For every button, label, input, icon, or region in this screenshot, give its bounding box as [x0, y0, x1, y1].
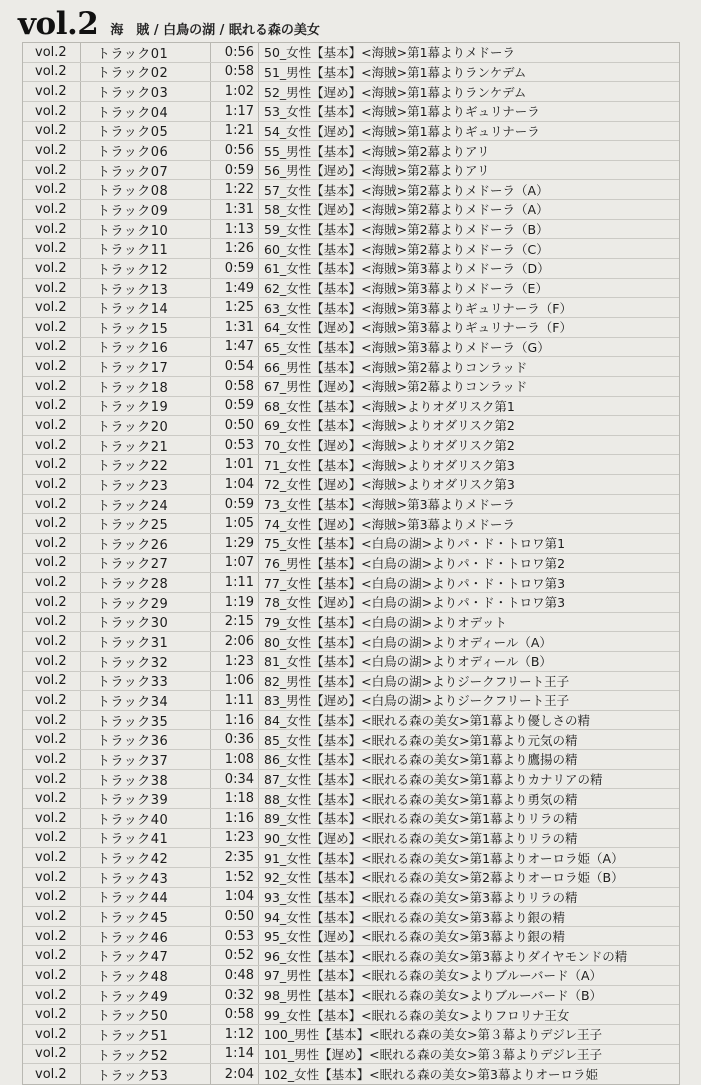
track-number-cell: トラック21: [81, 436, 211, 455]
vol-cell: vol.2: [23, 789, 81, 808]
table-row: [23, 927, 679, 947]
track-table: [22, 42, 680, 1085]
track-title-cell: 97_男性【基本】<眠れる森の美女>よりブルーバード（A）: [264, 968, 603, 984]
vol-cell: vol.2: [23, 82, 81, 101]
table-row: [23, 1045, 679, 1065]
track-number-cell: トラック42: [81, 848, 211, 867]
track-title-cell: 78_女性【遅め】<白鳥の湖>よりパ・ド・トロワ第3: [264, 595, 566, 611]
vol-cell: vol.2: [23, 730, 81, 749]
duration-cell: 1:06: [211, 672, 259, 691]
vol-cell: vol.2: [23, 1025, 81, 1044]
table-row: [23, 534, 679, 554]
table-row: [23, 672, 679, 692]
track-number-cell: トラック02: [81, 63, 211, 82]
track-number-cell: トラック38: [81, 770, 211, 789]
table-row: [23, 986, 679, 1006]
duration-cell: 0:59: [211, 495, 259, 514]
track-number-cell: トラック18: [81, 377, 211, 396]
table-row: [23, 888, 679, 908]
table-row: [23, 711, 679, 731]
table-row: [23, 829, 679, 849]
vol-cell: vol.2: [23, 514, 81, 533]
track-number-cell: トラック30: [81, 613, 211, 632]
track-title-cell: 63_女性【基本】<海賊>第3幕よりギュリナーラ（F）: [264, 300, 572, 316]
vol-cell: vol.2: [23, 180, 81, 199]
vol-cell: vol.2: [23, 868, 81, 887]
duration-cell: 1:23: [211, 829, 259, 848]
vol-cell: vol.2: [23, 613, 81, 632]
vol-cell: vol.2: [23, 102, 81, 121]
track-number-cell: トラック34: [81, 691, 211, 710]
vol-cell: vol.2: [23, 495, 81, 514]
track-number-cell: トラック03: [81, 82, 211, 101]
vol-cell: vol.2: [23, 1005, 81, 1024]
track-number-cell: トラック17: [81, 357, 211, 376]
duration-cell: 0:36: [211, 730, 259, 749]
track-title-cell: 85_女性【基本】<眠れる森の美女>第1幕より元気の精: [264, 732, 578, 748]
duration-cell: 1:29: [211, 534, 259, 553]
duration-cell: 0:54: [211, 357, 259, 376]
table-row: [23, 436, 679, 456]
track-number-cell: トラック52: [81, 1045, 211, 1064]
duration-cell: 1:25: [211, 298, 259, 317]
track-number-cell: トラック16: [81, 338, 211, 357]
table-row: [23, 1064, 679, 1084]
track-number-cell: トラック51: [81, 1025, 211, 1044]
duration-cell: 0:52: [211, 946, 259, 965]
table-row: [23, 200, 679, 220]
vol-cell: vol.2: [23, 1045, 81, 1064]
track-title-cell: 59_女性【基本】<海賊>第2幕よりメドーラ（B）: [264, 222, 549, 238]
table-row: [23, 122, 679, 142]
table-row: [23, 750, 679, 770]
track-title-cell: 61_女性【基本】<海賊>第3幕よりメドーラ（D）: [264, 261, 550, 277]
track-number-cell: トラック04: [81, 102, 211, 121]
track-number-cell: トラック08: [81, 180, 211, 199]
duration-cell: 0:59: [211, 259, 259, 278]
table-row: [23, 357, 679, 377]
duration-cell: 0:32: [211, 986, 259, 1005]
track-number-cell: トラック13: [81, 279, 211, 298]
table-row: [23, 161, 679, 181]
duration-cell: 1:26: [211, 239, 259, 258]
duration-cell: 1:31: [211, 200, 259, 219]
duration-cell: 1:23: [211, 652, 259, 671]
vol-cell: vol.2: [23, 554, 81, 573]
vol-cell: vol.2: [23, 907, 81, 926]
track-title-cell: 68_女性【基本】<海賊>よりオダリスク第1: [264, 398, 515, 414]
duration-cell: 2:04: [211, 1064, 259, 1084]
track-number-cell: トラック53: [81, 1064, 211, 1084]
vol-cell: vol.2: [23, 946, 81, 965]
track-title-cell: 94_女性【基本】<眠れる森の美女>第3幕より銀の精: [264, 909, 566, 925]
track-number-cell: トラック19: [81, 397, 211, 416]
table-row: [23, 730, 679, 750]
track-title-cell: 86_女性【基本】<眠れる森の美女>第1幕より鷹揚の精: [264, 752, 578, 768]
table-row: [23, 416, 679, 436]
vol-cell: vol.2: [23, 377, 81, 396]
track-title-cell: 98_男性【基本】<眠れる森の美女>よりブルーバード（B）: [264, 988, 603, 1004]
track-number-cell: トラック26: [81, 534, 211, 553]
track-number-cell: トラック36: [81, 730, 211, 749]
track-title-cell: 54_女性【遅め】<海賊>第1幕よりギュリナーラ: [264, 123, 540, 139]
track-title-cell: 51_男性【基本】<海賊>第1幕よりランケデム: [264, 64, 527, 80]
table-row: [23, 318, 679, 338]
vol-cell: vol.2: [23, 338, 81, 357]
track-title-cell: 92_女性【基本】<眠れる森の美女>第2幕よりオーロラ姫（B）: [264, 870, 624, 886]
track-title-cell: 65_女性【基本】<海賊>第3幕よりメドーラ（G）: [264, 339, 550, 355]
duration-cell: 1:02: [211, 82, 259, 101]
track-title-cell: 66_男性【基本】<海賊>第2幕よりコンラッド: [264, 359, 528, 375]
duration-cell: 1:11: [211, 573, 259, 592]
duration-cell: 0:56: [211, 141, 259, 160]
table-row: [23, 809, 679, 829]
track-title-cell: 82_男性【基本】<白鳥の湖>よりジークフリート王子: [264, 673, 570, 689]
table-row: [23, 573, 679, 593]
duration-cell: 2:06: [211, 632, 259, 651]
vol-cell: vol.2: [23, 357, 81, 376]
vol-cell: vol.2: [23, 986, 81, 1005]
table-row: [23, 652, 679, 672]
duration-cell: 1:13: [211, 220, 259, 239]
vol-cell: vol.2: [23, 534, 81, 553]
vol-cell: vol.2: [23, 927, 81, 946]
table-row: [23, 613, 679, 633]
track-number-cell: トラック35: [81, 711, 211, 730]
duration-cell: 1:14: [211, 1045, 259, 1064]
vol-cell: vol.2: [23, 298, 81, 317]
vol-cell: vol.2: [23, 750, 81, 769]
track-title-cell: 80_女性【基本】<白鳥の湖>よりオディール（A）: [264, 634, 552, 650]
track-title-cell: 90_女性【遅め】<眠れる森の美女>第1幕よりリラの精: [264, 830, 578, 846]
track-number-cell: トラック45: [81, 907, 211, 926]
duration-cell: 1:12: [211, 1025, 259, 1044]
duration-cell: 0:56: [211, 43, 259, 62]
table-row: [23, 946, 679, 966]
duration-cell: 0:50: [211, 416, 259, 435]
track-title-cell: 93_女性【基本】<眠れる森の美女>第3幕よりリラの精: [264, 889, 578, 905]
vol-cell: vol.2: [23, 829, 81, 848]
track-number-cell: トラック29: [81, 593, 211, 612]
track-number-cell: トラック28: [81, 573, 211, 592]
track-number-cell: トラック12: [81, 259, 211, 278]
track-number-cell: トラック48: [81, 966, 211, 985]
track-title-cell: 74_女性【遅め】<海賊>第3幕よりメドーラ: [264, 516, 516, 532]
table-row: [23, 141, 679, 161]
table-row: [23, 455, 679, 475]
vol-cell: vol.2: [23, 573, 81, 592]
track-number-cell: トラック11: [81, 239, 211, 258]
track-number-cell: トラック41: [81, 829, 211, 848]
vol-cell: vol.2: [23, 239, 81, 258]
track-title-cell: 84_女性【基本】<眠れる森の美女>第1幕より優しさの精: [264, 713, 591, 729]
vol-cell: vol.2: [23, 966, 81, 985]
table-row: [23, 220, 679, 240]
table-row: [23, 102, 679, 122]
duration-cell: 0:58: [211, 1005, 259, 1024]
duration-cell: 1:04: [211, 475, 259, 494]
duration-cell: 1:08: [211, 750, 259, 769]
track-number-cell: トラック37: [81, 750, 211, 769]
table-row: [23, 475, 679, 495]
duration-cell: 1:22: [211, 180, 259, 199]
duration-cell: 1:52: [211, 868, 259, 887]
track-number-cell: トラック39: [81, 789, 211, 808]
duration-cell: 1:47: [211, 338, 259, 357]
vol-cell: vol.2: [23, 1064, 81, 1084]
duration-cell: 1:17: [211, 102, 259, 121]
track-title-cell: 77_女性【基本】<白鳥の湖>よりパ・ド・トロワ第3: [264, 575, 566, 591]
track-title-cell: 102_女性【基本】<眠れる森の美女>第3幕よりオーロラ姫: [264, 1067, 599, 1083]
table-row: [23, 63, 679, 83]
duration-cell: 2:35: [211, 848, 259, 867]
duration-cell: 0:53: [211, 927, 259, 946]
track-title-cell: 56_男性【遅め】<海賊>第2幕よりアリ: [264, 163, 490, 179]
duration-cell: 1:04: [211, 888, 259, 907]
track-number-cell: トラック47: [81, 946, 211, 965]
table-row: [23, 554, 679, 574]
vol-cell: vol.2: [23, 593, 81, 612]
table-row: [23, 43, 679, 63]
duration-cell: 1:07: [211, 554, 259, 573]
track-number-cell: トラック44: [81, 888, 211, 907]
duration-cell: 1:11: [211, 691, 259, 710]
table-row: [23, 338, 679, 358]
table-row: [23, 848, 679, 868]
vol-cell: vol.2: [23, 63, 81, 82]
track-title-cell: 101_男性【遅め】<眠れる森の美女>第３幕よりデジレ王子: [264, 1046, 602, 1062]
track-number-cell: トラック33: [81, 672, 211, 691]
track-title-cell: 89_女性【基本】<眠れる森の美女>第1幕よりリラの精: [264, 811, 578, 827]
vol-cell: vol.2: [23, 652, 81, 671]
track-number-cell: トラック27: [81, 554, 211, 573]
table-row: [23, 279, 679, 299]
track-title-cell: 83_男性【遅め】<白鳥の湖>よりジークフリート王子: [264, 693, 570, 709]
table-row: [23, 239, 679, 259]
track-title-cell: 53_女性【基本】<海賊>第1幕よりギュリナーラ: [264, 104, 540, 120]
track-title-cell: 50_女性【基本】<海賊>第1幕よりメドーラ: [264, 45, 516, 61]
table-row: [23, 1005, 679, 1025]
track-title-cell: 95_女性【遅め】<眠れる森の美女>第3幕より銀の精: [264, 929, 566, 945]
vol-cell: vol.2: [23, 455, 81, 474]
vol-cell: vol.2: [23, 122, 81, 141]
vol-cell: vol.2: [23, 200, 81, 219]
duration-cell: 1:01: [211, 455, 259, 474]
duration-cell: 1:16: [211, 809, 259, 828]
duration-cell: 0:48: [211, 966, 259, 985]
table-row: [23, 377, 679, 397]
track-title-cell: 67_男性【遅め】<海賊>第2幕よりコンラッド: [264, 379, 528, 395]
track-number-cell: トラック43: [81, 868, 211, 887]
track-title-cell: 69_女性【基本】<海賊>よりオダリスク第2: [264, 418, 515, 434]
track-title-cell: 57_女性【基本】<海賊>第2幕よりメドーラ（A）: [264, 182, 549, 198]
track-number-cell: トラック46: [81, 927, 211, 946]
duration-cell: 0:53: [211, 436, 259, 455]
track-title-cell: 91_女性【基本】<眠れる森の美女>第1幕よりオーロラ姫（A）: [264, 850, 624, 866]
vol-cell: vol.2: [23, 809, 81, 828]
table-row: [23, 868, 679, 888]
track-number-cell: トラック50: [81, 1005, 211, 1024]
track-title-cell: 55_男性【基本】<海賊>第2幕よりアリ: [264, 143, 490, 159]
track-number-cell: トラック01: [81, 43, 211, 62]
vol-cell: vol.2: [23, 161, 81, 180]
duration-cell: 0:50: [211, 907, 259, 926]
track-number-cell: トラック05: [81, 122, 211, 141]
track-title-cell: 73_女性【基本】<海賊>第3幕よりメドーラ: [264, 497, 516, 513]
track-number-cell: トラック10: [81, 220, 211, 239]
track-title-cell: 75_女性【基本】<白鳥の湖>よりパ・ド・トロワ第1: [264, 536, 566, 552]
track-number-cell: トラック40: [81, 809, 211, 828]
table-row: [23, 632, 679, 652]
track-title-cell: 99_女性【基本】<眠れる森の美女>よりフロリナ王女: [264, 1007, 570, 1023]
table-row: [23, 514, 679, 534]
vol-cell: vol.2: [23, 632, 81, 651]
vol-cell: vol.2: [23, 416, 81, 435]
vol-cell: vol.2: [23, 141, 81, 160]
table-row: [23, 907, 679, 927]
vol-cell: vol.2: [23, 43, 81, 62]
duration-cell: 1:49: [211, 279, 259, 298]
table-row: [23, 180, 679, 200]
track-title-cell: 72_女性【遅め】<海賊>よりオダリスク第3: [264, 477, 515, 493]
track-number-cell: トラック07: [81, 161, 211, 180]
duration-cell: 1:19: [211, 593, 259, 612]
vol-cell: vol.2: [23, 888, 81, 907]
vol-cell: vol.2: [23, 848, 81, 867]
duration-cell: 0:59: [211, 397, 259, 416]
table-row: [23, 397, 679, 417]
track-number-cell: トラック20: [81, 416, 211, 435]
table-row: [23, 495, 679, 515]
track-title-cell: 70_女性【遅め】<海賊>よりオダリスク第2: [264, 438, 515, 454]
table-row: [23, 966, 679, 986]
track-title-cell: 88_女性【基本】<眠れる森の美女>第1幕より勇気の精: [264, 791, 578, 807]
duration-cell: 1:31: [211, 318, 259, 337]
track-title-cell: 52_男性【遅め】<海賊>第1幕よりランケデム: [264, 84, 527, 100]
track-number-cell: トラック06: [81, 141, 211, 160]
track-number-cell: トラック14: [81, 298, 211, 317]
track-title-cell: 96_女性【基本】<眠れる森の美女>第3幕よりダイヤモンドの精: [264, 948, 628, 964]
vol-cell: vol.2: [23, 279, 81, 298]
page-header: [18, 6, 320, 44]
table-row: [23, 593, 679, 613]
track-number-cell: トラック24: [81, 495, 211, 514]
vol-cell: vol.2: [23, 672, 81, 691]
duration-cell: 2:15: [211, 613, 259, 632]
duration-cell: 1:16: [211, 711, 259, 730]
duration-cell: 1:21: [211, 122, 259, 141]
table-row: [23, 789, 679, 809]
duration-cell: 1:05: [211, 514, 259, 533]
duration-cell: 0:59: [211, 161, 259, 180]
vol-cell: vol.2: [23, 318, 81, 337]
table-row: [23, 1025, 679, 1045]
volume-title: vol.2: [18, 6, 99, 42]
vol-cell: vol.2: [23, 397, 81, 416]
volume-subtitle: 海 賊 / 白鳥の湖 / 眠れる森の美女: [110, 23, 320, 38]
duration-cell: 0:34: [211, 770, 259, 789]
track-title-cell: 60_女性【基本】<海賊>第2幕よりメドーラ（C）: [264, 241, 549, 257]
vol-cell: vol.2: [23, 220, 81, 239]
track-number-cell: トラック15: [81, 318, 211, 337]
track-title-cell: 64_女性【遅め】<海賊>第3幕よりギュリナーラ（F）: [264, 320, 572, 336]
vol-cell: vol.2: [23, 770, 81, 789]
table-row: [23, 82, 679, 102]
track-number-cell: トラック25: [81, 514, 211, 533]
table-row: [23, 298, 679, 318]
track-number-cell: トラック32: [81, 652, 211, 671]
track-number-cell: トラック31: [81, 632, 211, 651]
track-title-cell: 79_女性【基本】<白鳥の湖>よりオデット: [264, 614, 507, 630]
track-number-cell: トラック22: [81, 455, 211, 474]
table-row: [23, 259, 679, 279]
vol-cell: vol.2: [23, 475, 81, 494]
duration-cell: 0:58: [211, 63, 259, 82]
track-title-cell: 76_男性【基本】<白鳥の湖>よりパ・ド・トロワ第2: [264, 555, 566, 571]
track-number-cell: トラック49: [81, 986, 211, 1005]
track-number-cell: トラック09: [81, 200, 211, 219]
track-title-cell: 62_女性【基本】<海賊>第3幕よりメドーラ（E）: [264, 281, 548, 296]
vol-cell: vol.2: [23, 436, 81, 455]
duration-cell: 1:18: [211, 789, 259, 808]
track-number-cell: トラック23: [81, 475, 211, 494]
duration-cell: 0:58: [211, 377, 259, 396]
vol-cell: vol.2: [23, 259, 81, 278]
track-title-cell: 58_女性【遅め】<海賊>第2幕よりメドーラ（A）: [264, 202, 549, 218]
track-title-cell: 81_女性【基本】<白鳥の湖>よりオディール（B）: [264, 654, 552, 670]
track-title-cell: 100_男性【基本】<眠れる森の美女>第３幕よりデジレ王子: [264, 1027, 602, 1043]
track-title-cell: 87_女性【基本】<眠れる森の美女>第1幕よりカナリアの精: [264, 772, 603, 788]
vol-cell: vol.2: [23, 711, 81, 730]
vol-cell: vol.2: [23, 691, 81, 710]
table-row: [23, 770, 679, 790]
table-row: [23, 691, 679, 711]
track-title-cell: 71_女性【基本】<海賊>よりオダリスク第3: [264, 457, 515, 473]
